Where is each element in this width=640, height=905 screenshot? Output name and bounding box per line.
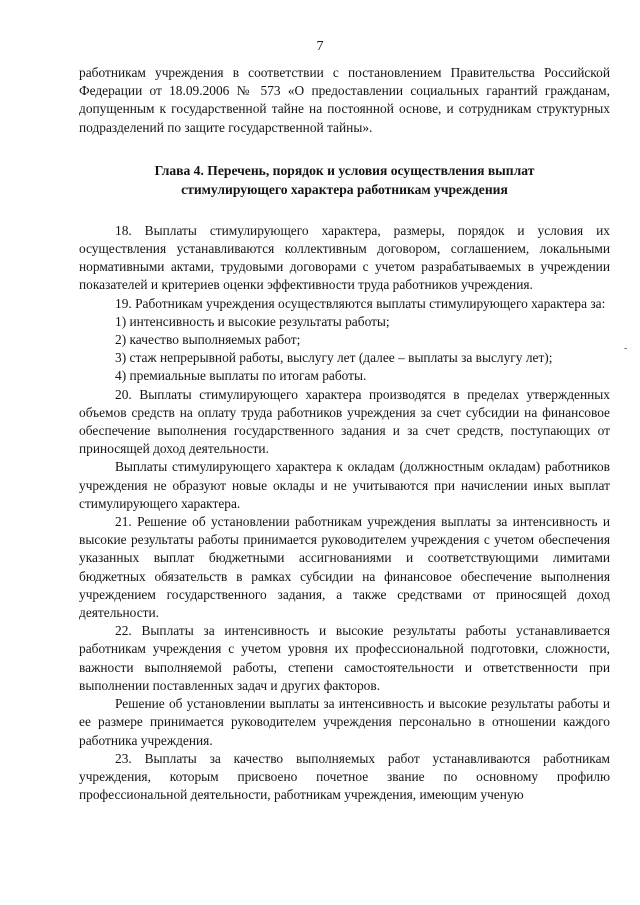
list-item: 1) интенсивность и высокие результаты работы; (115, 313, 390, 329)
list-item: 2) качество выполняемых работ; (115, 332, 301, 348)
page-number: 7 (316, 39, 324, 54)
chapter-heading-line-2: стимулирующего характера работникам учреждения (181, 181, 508, 197)
paragraph-22: 22. Выплаты за интенсивность и высокие результаты работы устанавливается работникам учреждения с учетом уровня их профессиональной подготовки, сложности, важности выполняемой работы, степени самостоятельности и ответственности при выполнении поставленных задач и других факторов. (79, 623, 610, 693)
paragraph-23: 23. Выплаты за качество выполняемых работ устанавливаются работникам учреждения, которым присвоено почетное звание по основному профилю профессиональной деятельности, работникам учреждения, имеющим ученую (79, 750, 610, 803)
list-item: 4) премиальные выплаты по итогам работы. (115, 368, 367, 384)
paragraph-22-continued: Решение об установлении выплаты за интенсивность и высокие результаты работы и ее размере принимается руководителем учреждения персонально в отношении каждого работника учреждения. (79, 696, 610, 748)
margin-mark: - (624, 343, 628, 354)
paragraph-21: 21. Решение об установлении работникам учреждения выплаты за интенсивность и высокие результаты работы принимается руководителем учреждения с учетом обеспечения указанных выплат бюджетными ассигнованиями и соответствующими лимитами бюджетных обязательств в рамках субсидии на финансовое обеспечение выполнения учреждением государственного задания, а также средствами от приносящей доход деятельности. (79, 514, 610, 621)
intro-paragraph: работникам учреждения в соответствии с постановлением Правительства Российской Федерации от 18.09.2006 № 573 «О предоставлении социальных гарантий гражданам, допущенным к государственной тайне на постоянной основе, и сотрудникам структурных подразделений по защите государственной тайны». (79, 65, 610, 135)
paragraph-18: 18. Выплаты стимулирующего характера, размеры, порядок и условия их осуществления устанавливаются коллективным договором, соглашением, локальными нормативными актами, трудовыми договорами с учетом разрабатываемых в учреждении показателей и критериев оценки эффективности труда работников учреждения. (79, 222, 610, 293)
paragraph-20-continued: Выплаты стимулирующего характера к окладам (должностным окладам) работников учреждения не образуют новые оклады и не учитываются при начислении иных выплат стимулирующего характера. (79, 459, 610, 511)
paragraph-19: 19. Работникам учреждения осуществляются выплаты стимулирующего характера за: (115, 295, 606, 311)
body-column (79, 64, 610, 804)
list-item: 3) стаж непрерывной работы, выслугу лет (далее – выплаты за выслугу лет); (115, 350, 553, 366)
paragraph-20: 20. Выплаты стимулирующего характера производятся в пределах утвержденных объемов средств на оплату труда работников учреждения за счет субсидии на финансовое обеспечение выполнения государственного задания и за счет средств, поступающих от приносящей доход деятельности. (79, 386, 610, 457)
chapter-heading (79, 161, 610, 199)
chapter-heading-line-1: Глава 4. Перечень, порядок и условия осуществления выплат (154, 162, 535, 178)
